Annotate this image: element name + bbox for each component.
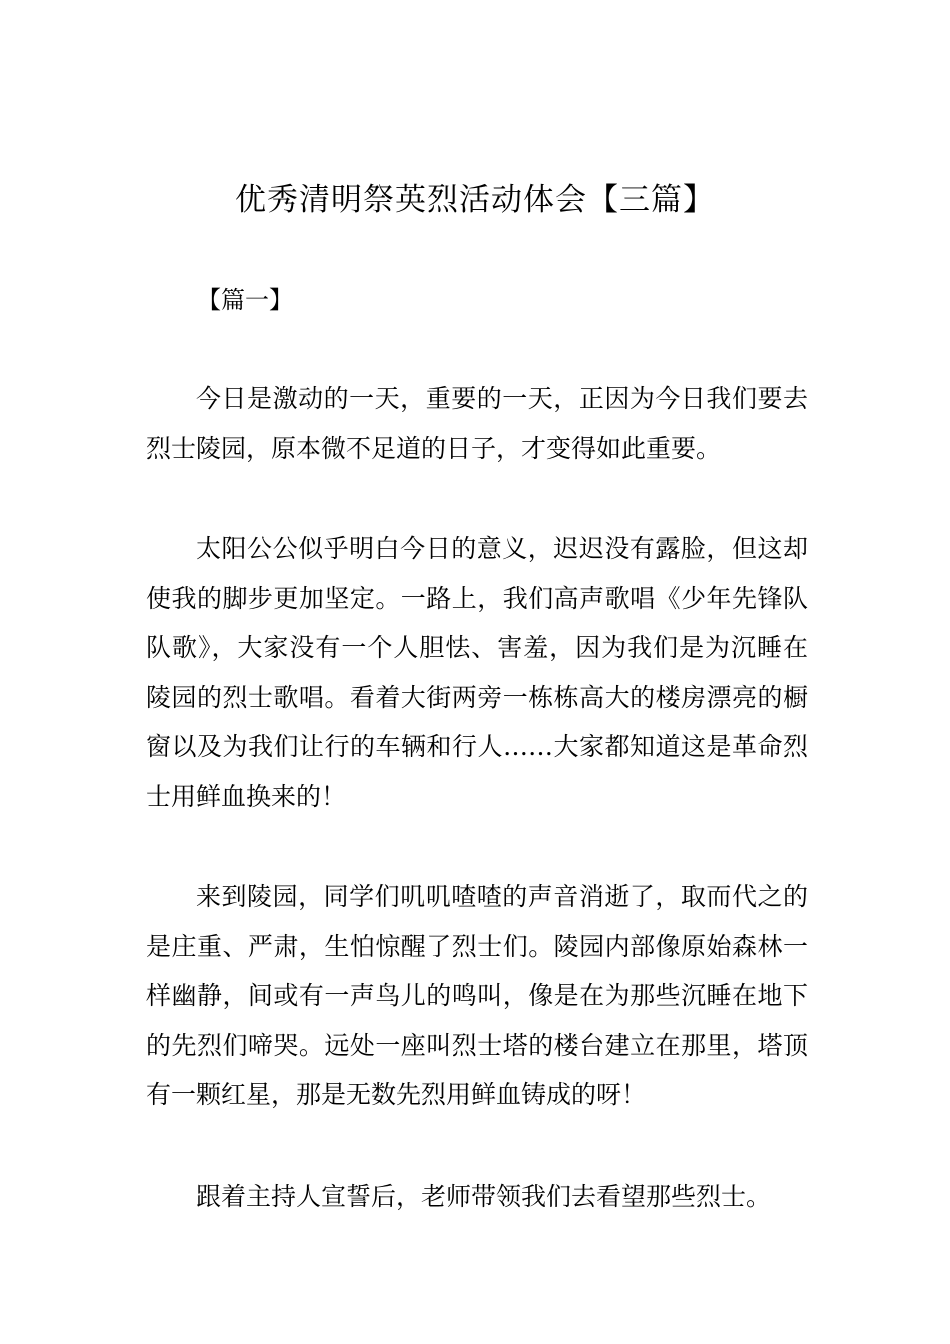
paragraph-1: 今日是激动的一天，重要的一天，正因为今日我们要去烈士陵园，原本微不足道的日子，才变得如此重要。 — [146, 384, 808, 463]
paragraph-4: 跟着主持人宣誓后，老师带领我们去看望那些烈士。 — [196, 1182, 772, 1211]
paragraph-2: 太阳公公似乎明白今日的意义，迟迟没有露脸，但这却使我的脚步更加坚定。一路上，我们高声歌唱《少年先锋队队歌》，大家没有一个人胆怯、害羞，因为我们是为沉睡在陵园的烈士歌唱。看着大街两旁一栋栋高大的楼房漂亮的橱窗以及为我们让行的车辆和行人……大家都知道这是革命烈士用鲜血换来的！ — [146, 534, 808, 811]
document-title: 优秀清明祭英烈活动体会【三篇】 — [235, 182, 715, 218]
paragraph-3: 来到陵园，同学们叽叽喳喳的声音消逝了，取而代之的是庄重、严肃，生怕惊醒了烈士们。陵园内部像原始森林一样幽静，间或有一声鸟儿的鸣叫，像是在为那些沉睡在地下的先烈们啼哭。远处一座叫烈士塔的楼台建立在那里，塔顶有一颗红星，那是无数先烈用鲜血铸成的呀！ — [146, 882, 808, 1110]
section-label: 【篇一】 — [197, 286, 293, 314]
